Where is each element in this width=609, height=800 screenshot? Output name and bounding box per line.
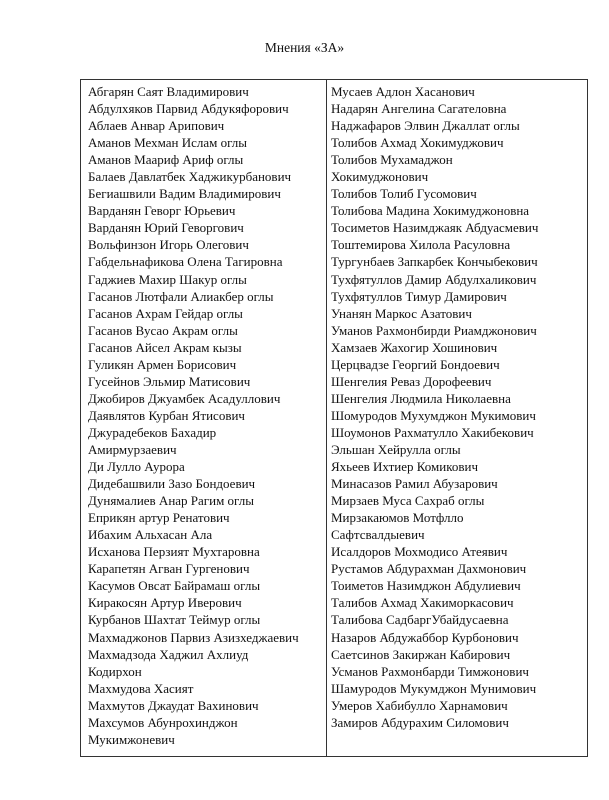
name-entry: Хамзаев Жахогир Хошинович	[331, 339, 498, 355]
name-entry: Усманов Рахмонбарди Тимжонович	[331, 663, 529, 679]
name-entry: Исханова Перзият Мухтаровна	[88, 544, 260, 560]
name-entry: Мирзакаюмов Мотфлло	[331, 510, 464, 526]
name-entry: Гасанов Лютфали Алиакбер оглы	[88, 288, 274, 304]
name-entry: Балаев Давлатбек Хаджикурбанович	[88, 169, 292, 185]
name-entry: Тоштемирова Хилола Расуловна	[331, 237, 511, 253]
name-entry: Талибов Ахмад Хакиморкасович	[331, 595, 514, 611]
name-entry: Толибов Ахмад Хокимуджович	[331, 135, 504, 151]
name-entry: Назаров Абдужаббор Курбонович	[331, 629, 519, 645]
name-entry: Гусейнов Эльмир Матисович	[88, 373, 251, 389]
name-entry: Хокимуджонович	[331, 169, 429, 185]
name-entry: Джобиров Джуамбек Асадуллович	[88, 390, 281, 406]
name-entry: Абдулхяков Парвид Абдукяфорович	[88, 101, 289, 117]
name-entry: Сафтсвалдыевич	[331, 527, 425, 543]
name-entry: Мукимжоневич	[88, 731, 175, 747]
name-entry: Мирзаев Муса Сахраб оглы	[331, 493, 485, 509]
name-entry: Церцвадзе Георгий Бондоевич	[331, 356, 500, 372]
name-entry: Уманов Рахмонбирди Риамджонович	[331, 322, 537, 338]
name-entry: Махмадзода Хаджил Ахлиуд	[88, 646, 249, 662]
name-entry: Габдельнафикова Олена Тагировна	[88, 254, 283, 270]
name-entry: Даявлятов Курбан Ятисович	[88, 407, 245, 423]
name-entry: Тоиметов Назимджон Абдулиевич	[331, 578, 521, 594]
name-entry: Махсумов Абунрохинджон	[88, 714, 238, 730]
name-entry: Исалдоров Мохмодисо Атеявич	[331, 544, 508, 560]
name-entry: Саетсинов Закиржан Кабирович	[331, 646, 511, 662]
name-entry: Тухфятуллов Тимур Дамирович	[331, 288, 507, 304]
name-entry: Унанян Маркос Азатович	[331, 305, 472, 321]
name-entry: Толибов Толиб Гусомович	[331, 186, 477, 202]
name-entry: Махмудова Хасият	[88, 680, 194, 696]
name-entry: Киракосян Артур Иверович	[88, 595, 242, 611]
name-entry: Шоумонов Рахматулло Хакибекович	[331, 424, 534, 440]
name-entry: Махмаджонов Парвиз Азизхеджаевич	[88, 629, 299, 645]
name-entry: Аблаев Анвар Арипович	[88, 118, 225, 134]
name-entry: Надарян Ангелина Сагателовна	[331, 101, 507, 117]
name-entry: Джурадебеков Бахадир	[88, 424, 217, 440]
name-entry: Дунямалиев Анар Рагим оглы	[88, 493, 254, 509]
name-entry: Кодирхон	[88, 663, 142, 679]
name-entry: Варданян Геворг Юрьевич	[88, 203, 236, 219]
name-entry: Варданян Юрий Геворгович	[88, 220, 244, 236]
name-entry: Шомуродов Мухумджон Мукимович	[331, 407, 536, 423]
name-entry: Яхьеев Ихтиер Комикович	[331, 459, 478, 475]
name-entry: Еприкян артур Ренатович	[88, 510, 230, 526]
name-entry: Тосиметов Назимджаяк Абдуасмевич	[331, 220, 539, 236]
name-entry: Абгарян Саят Владимирович	[88, 84, 249, 99]
name-entry: Аманов Мaариф Ариф оглы	[88, 152, 244, 168]
name-entry: Карапетян Агван Гургенович	[88, 561, 250, 577]
name-entry: Умеров Хабибулло Харнамович	[331, 697, 508, 713]
name-entry: Ибахим Альхасан Ала	[88, 527, 213, 543]
name-entry: Аманов Мехман Ислам оглы	[88, 135, 248, 151]
name-entry: Мусаев Адлон Хасанович	[331, 84, 475, 99]
right-column	[327, 80, 587, 756]
name-entry: Дидебашвили Зазо Бондоевич	[88, 476, 256, 492]
name-entry: Касумов Овсат Байрамаш оглы	[88, 578, 261, 594]
name-entry: Курбанов Шахтат Теймур оглы	[88, 612, 261, 628]
name-entry: Гуликян Армен Борисович	[88, 356, 237, 372]
name-entry: Махмутов Джаудат Вахинович	[88, 697, 259, 713]
name-entry: Тухфятуллов Дамир Абдулхаликович	[331, 271, 537, 287]
name-entry: Шамуродов Мукумджон Мунимович	[331, 680, 537, 696]
name-entry: Амирмурзаевич	[88, 441, 177, 457]
name-entry: Гасанов Вусао Акрам оглы	[88, 322, 238, 338]
name-entry: Рустамов Абдурахман Дахмонович	[331, 561, 527, 577]
name-entry: Толибов Мухамаджон	[331, 152, 453, 168]
name-entry: Эльшан Хейрулла оглы	[331, 441, 461, 457]
name-entry: Замиров Абдурахим Силомович	[331, 714, 509, 730]
name-entry: Ди Лулло Аурора	[88, 459, 185, 475]
left-column	[81, 80, 327, 756]
name-entry: Шенгелия Людмила Николаевна	[331, 390, 511, 406]
name-entry: Гасанов Айсел Акрам кызы	[88, 339, 242, 355]
page-title: Мнения «ЗА»	[264, 40, 345, 55]
name-entry: Минасазов Рамил Абузарович	[331, 476, 498, 492]
name-entry: Гаджиев Махир Шакур оглы	[88, 271, 247, 287]
name-entry: Талибова СадбаргУбайдусаевна	[331, 612, 509, 628]
name-entry: Вольфинзон Игорь Олегович	[88, 237, 249, 253]
name-entry: Бегиашвили Вадим Владимирович	[88, 186, 281, 202]
name-entry: Гасанов Ахрам Гейдар оглы	[88, 305, 243, 321]
name-entry: Наджафаров Элвин Джаллат оглы	[331, 118, 520, 134]
name-entry: Тургунбаев Запкарбек Кончыбекович	[331, 254, 538, 270]
name-entry: Толибова Мадина Хокимуджоновна	[331, 203, 530, 219]
names-table	[80, 79, 588, 757]
name-entry: Шенгелия Реваз Дорофеевич	[331, 373, 492, 389]
